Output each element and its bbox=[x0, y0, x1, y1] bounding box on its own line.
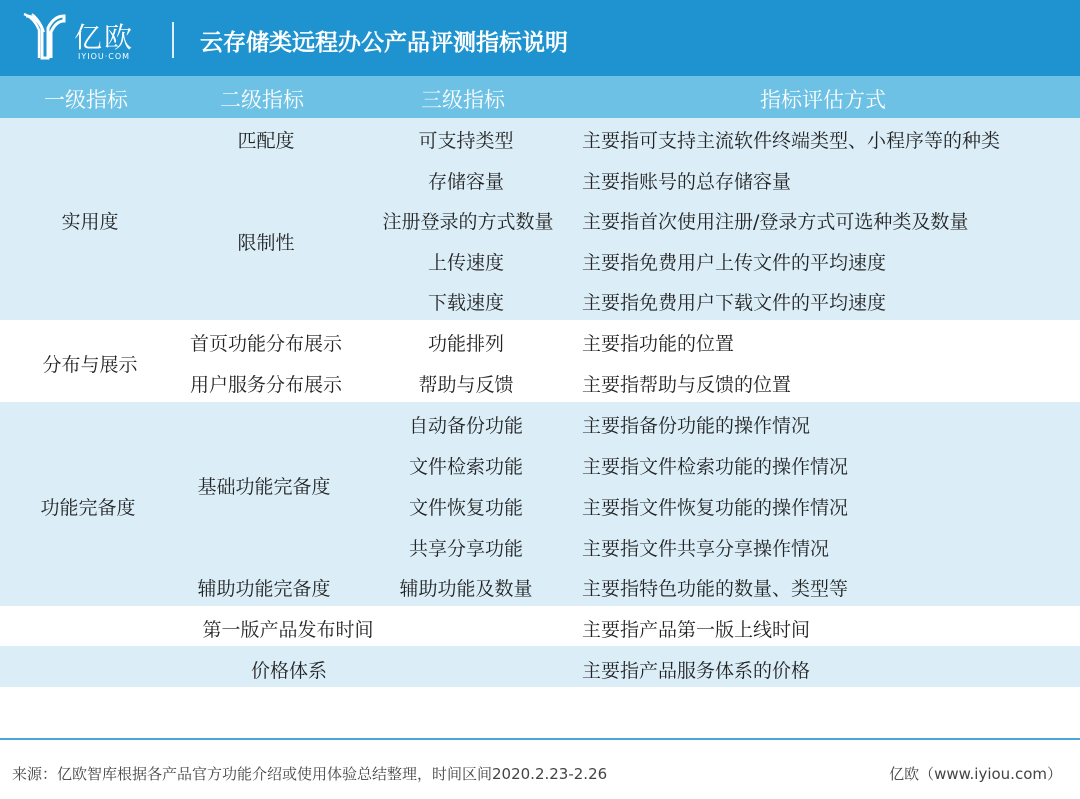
level3-cell: 自动备份功能 bbox=[408, 415, 524, 437]
release-label: 第一版产品发布时间 bbox=[202, 619, 374, 641]
page-title: 云存储类远程办公产品评测指标说明 bbox=[200, 30, 568, 56]
price-label: 价格体系 bbox=[250, 660, 328, 682]
level1-practicality: 实用度 bbox=[61, 211, 119, 233]
section-distribution-band bbox=[0, 320, 1080, 402]
desc-cell: 主要指账号的总存储容量 bbox=[582, 171, 792, 193]
source-note: 来源：亿欧智库根据各产品官方功能介绍或使用体验总结整理，时间区间2020.2.23-2.26 bbox=[12, 765, 608, 783]
column-header-desc: 指标评估方式 bbox=[760, 88, 886, 112]
release-desc: 主要指产品第一版上线时间 bbox=[582, 619, 811, 641]
column-header-level1: 一级指标 bbox=[44, 88, 128, 112]
table-header bbox=[0, 76, 1080, 118]
price-desc: 主要指产品服务体系的价格 bbox=[582, 660, 811, 682]
footer-divider bbox=[0, 738, 1080, 740]
section-completeness-band bbox=[0, 402, 1080, 606]
level3-cell: 上传速度 bbox=[427, 252, 505, 274]
desc-cell: 主要指文件检索功能的操作情况 bbox=[582, 456, 849, 478]
level3-cell: 文件恢复功能 bbox=[408, 497, 524, 519]
level2-cell: 首页功能分布展示 bbox=[189, 333, 343, 355]
logo-subtext: IYIOU·COM bbox=[78, 52, 131, 61]
section-release-band bbox=[0, 606, 1080, 646]
desc-cell: 主要指文件恢复功能的操作情况 bbox=[582, 497, 849, 519]
iyiou-logo bbox=[22, 10, 152, 66]
title-bar bbox=[0, 0, 1080, 76]
brand-credit: 亿欧（www.iyiou.com） bbox=[889, 765, 1062, 783]
desc-cell: 主要指首次使用注册/登录方式可选种类及数量 bbox=[582, 211, 969, 233]
column-header-level2: 二级指标 bbox=[220, 88, 304, 112]
desc-cell: 主要指文件共享分享操作情况 bbox=[582, 538, 830, 560]
header-divider bbox=[172, 22, 174, 58]
desc-cell: 主要指免费用户上传文件的平均速度 bbox=[582, 252, 887, 274]
level3-cell: 共享分享功能 bbox=[408, 538, 524, 560]
level3-cell: 下载速度 bbox=[427, 292, 505, 314]
logo-wordmark: 亿欧 bbox=[74, 21, 135, 54]
level1-completeness: 功能完备度 bbox=[40, 497, 136, 519]
level3-cell: 可支持类型 bbox=[418, 130, 514, 152]
level2-cell: 用户服务分布展示 bbox=[189, 374, 343, 396]
level3-cell: 文件检索功能 bbox=[408, 456, 524, 478]
iyiou-logo-icon bbox=[22, 12, 68, 62]
level2-aux: 辅助功能完备度 bbox=[197, 578, 331, 600]
column-header-level3: 三级指标 bbox=[421, 88, 505, 112]
desc-cell: 主要指免费用户下载文件的平均速度 bbox=[582, 292, 887, 314]
level3-cell: 注册登录的方式数量 bbox=[382, 211, 554, 233]
desc-cell: 主要指帮助与反馈的位置 bbox=[582, 374, 792, 396]
level2-limit: 限制性 bbox=[237, 232, 295, 254]
level3-cell: 帮助与反馈 bbox=[418, 374, 514, 396]
desc-cell: 主要指备份功能的操作情况 bbox=[582, 415, 811, 437]
level3-cell: 存储容量 bbox=[427, 171, 505, 193]
desc-cell: 主要指可支持主流软件终端类型、小程序等的种类 bbox=[582, 130, 1001, 152]
desc-cell: 主要指功能的位置 bbox=[582, 333, 735, 355]
level3-cell: 功能排列 bbox=[427, 333, 505, 355]
desc-cell: 主要指特色功能的数量、类型等 bbox=[582, 578, 849, 600]
level2-match: 匹配度 bbox=[237, 130, 295, 152]
level2-basic: 基础功能完备度 bbox=[197, 476, 331, 498]
level1-distribution: 分布与展示 bbox=[42, 354, 138, 376]
level3-cell: 辅助功能及数量 bbox=[399, 578, 533, 600]
section-price-band bbox=[0, 646, 1080, 687]
